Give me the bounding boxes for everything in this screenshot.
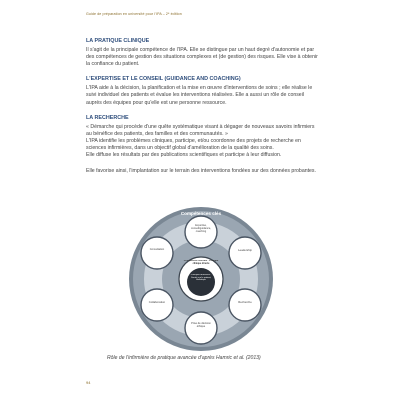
satellite-bottom — [185, 312, 217, 344]
quote-paragraph: « Démarche qui procède d'une quête systématique visant à dégager de nouveaux savoirs infirmiers au bénéfice des patients, des familles et des communautés. » — [86, 123, 315, 137]
outer-ring-label: Compétences clés — [180, 211, 222, 216]
center-ring-label: Compétence centrale : Pratique clinique directe — [183, 260, 219, 265]
running-header: Guide de préparation en université pour l'IPA – 2ᵉ édition — [86, 12, 182, 16]
satellite-top — [185, 216, 217, 248]
body-text — [86, 38, 318, 183]
section-heading: LA RECHERCHE — [86, 114, 129, 121]
core-label: Principes directeurs : Centré sur le patient, Holistique — [190, 274, 212, 282]
section-expertise — [86, 76, 318, 106]
satellite-label: Prise de décision éthique — [191, 322, 211, 329]
section-heading: L'EXPERTISE ET LE CONSEIL (GUIDANCE AND COACHING) — [86, 76, 241, 83]
page-number: 94 — [86, 380, 91, 385]
satellite-label: Recherche — [238, 301, 252, 304]
paragraph: L'IPA aide à la décision, la planification et la mise en œuvre d'interventions de soins ; elle réalise le suivi individuel des patients et évalue les interventions réalisées. Elle a aussi un rôle de conseil auprès des équipes pour qu'elle est une personne ressource. — [86, 85, 313, 106]
satellite-label: Expertise, conseil/guidance, coaching — [190, 224, 212, 234]
section-heading: LA PRATIQUE CLINIQUE — [86, 38, 150, 44]
satellite-top-left — [141, 237, 173, 269]
satellite-label: Leadership — [238, 249, 252, 252]
paragraph: Elle favorise ainsi, l'implantation sur le terrain des interventions fondées sur des données probantes. — [86, 167, 316, 174]
satellite-bottom-left — [141, 289, 173, 321]
paragraph: Elle diffuse les résultats par des publications scientifiques et participe à leur diffusion. — [86, 152, 282, 159]
satellite-label: Collaboration — [148, 301, 166, 304]
satellite-top-right — [229, 237, 261, 269]
satellite-bottom-right — [229, 289, 261, 321]
paragraph: Il s'agit de la principale compétence de l'IPA. Elle se distingue par un haut degré d'autonomie et par des compétences de gestion des situations complexes et (de gestion) des risques. Elle vise à obtenir la confiance du patient. — [86, 46, 318, 68]
satellite-label: Consultation — [149, 248, 165, 251]
section-clinical-practice — [86, 38, 318, 68]
figure-caption: Rôle de l'infirmière de pratique avancée d'après Hamric et al. (2013) — [107, 355, 261, 361]
apn-role-diagram — [103, 206, 299, 352]
section-research — [86, 115, 318, 175]
paragraph: L'IPA identifie les problèmes cliniques, participe, et/ou coordonne des projets de recherche en sciences infirmières, dans un objectif global d'amélioration de la qualité des soins. — [86, 138, 301, 152]
